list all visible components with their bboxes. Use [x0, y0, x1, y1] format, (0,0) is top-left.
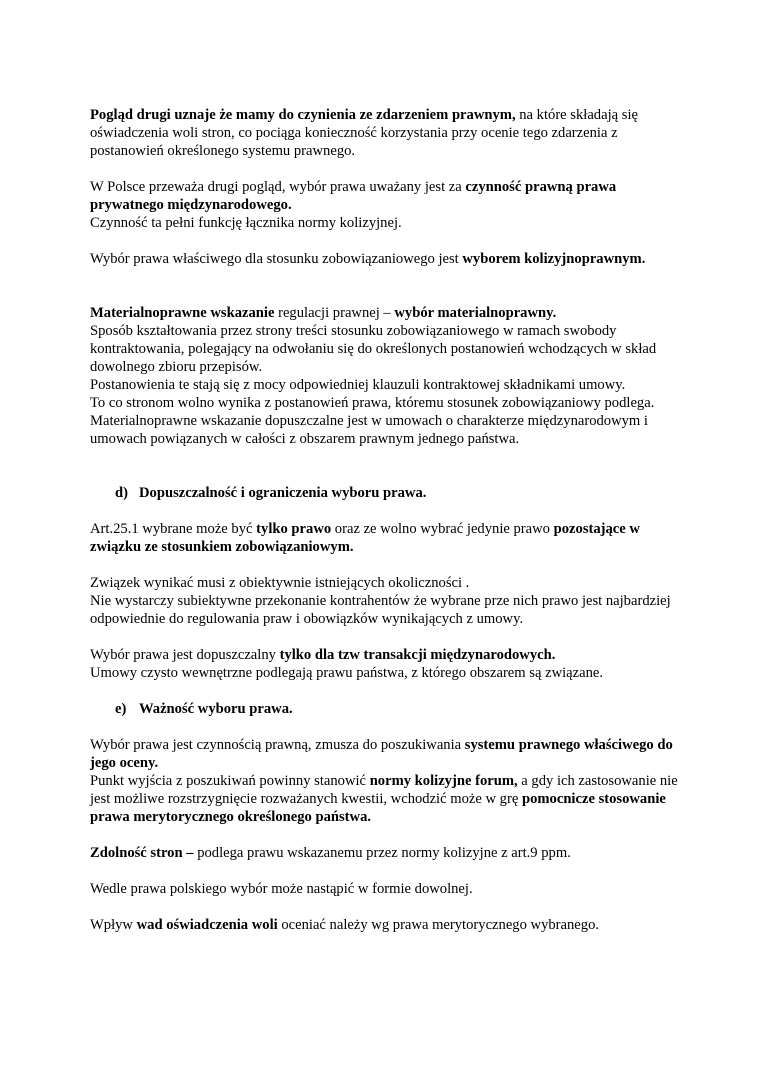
body-text: Wybór prawa jest czynnością prawną, zmusza do poszukiwania: [90, 737, 465, 753]
body-text: oceniać należy wg prawa merytorycznego wybranego.: [277, 917, 600, 933]
bold-text: tylko dla tzw transakcji międzynarodowych.: [279, 647, 556, 663]
paragraph-international-transactions: [90, 646, 680, 664]
heading-text: Ważność wyboru prawa.: [139, 701, 293, 717]
paragraph-line: Postanowienia te stają się z mocy odpowiedniej klauzuli kontraktowej składnikami umowy.: [90, 377, 626, 393]
paragraph-defects: [90, 916, 680, 934]
body-text: Wybór prawa właściwego dla stosunku zobowiązaniowego jest: [90, 251, 463, 267]
bold-text: Zdolność stron –: [90, 845, 194, 861]
body-text: a gdy ich zastosowanie nie jest możliwe rozstrzygnięcie rozważanych kwestii, wchodzić może w grę: [90, 773, 678, 807]
paragraph-line: Związek wynikać musi z obiektywnie istniejących okoliczności .: [90, 575, 470, 591]
body-text: regulacji prawnej –: [274, 305, 395, 321]
bold-text: pozostające w związku ze stosunkiem zobowiązaniowym.: [90, 521, 640, 555]
heading-number: e): [115, 701, 127, 717]
bold-text: Materialnoprawne wskazanie: [90, 305, 275, 321]
paragraph-line: Umowy czysto wewnętrzne podlegają prawu państwa, z którego obszarem są związane.: [90, 665, 604, 681]
bold-text: wybór materialnoprawny.: [394, 305, 557, 321]
document-body: [90, 106, 680, 934]
section-heading-d: [90, 484, 680, 502]
body-text: podlega prawu wskazanemu przez normy kolizyjne z art.9 ppm.: [193, 845, 571, 861]
heading-text: Dopuszczalność i ograniczenia wyboru prawa.: [139, 485, 427, 501]
paragraph-line: Materialnoprawne wskazanie dopuszczalne jest w umowach o charakterze międzynarodowym i umowach powiązanych w całości z obszarem prawnym jednego państwa.: [90, 413, 648, 447]
section-heading-e: [90, 700, 680, 718]
body-text: Punkt wyjścia z poszukiwań powinny stanowić: [90, 773, 370, 789]
bold-text: tylko prawo: [256, 521, 332, 537]
paragraph-starting-point: [90, 772, 680, 826]
bold-text: pomocnicze stosowanie prawa merytorycznego określonego państwa.: [90, 791, 666, 825]
body-text: oraz ze wolno wybrać jedynie prawo: [331, 521, 554, 537]
paragraph-form: Wedle prawa polskiego wybór może nastąpić w formie dowolnej.: [90, 881, 473, 897]
paragraph-second-view: [90, 106, 680, 160]
body-text: na które składają się oświadczenia woli stron, co pociąga konieczność korzystania przy ocenie tego zdarzenia z postanowień określonego systemu prawnego.: [90, 107, 638, 159]
body-text: Wybór prawa jest dopuszczalny: [90, 647, 280, 663]
bold-text: normy kolizyjne forum,: [369, 773, 518, 789]
paragraph-choice-of-law: [90, 250, 680, 268]
paragraph-validity: [90, 736, 680, 772]
bold-text: Pogląd drugi uznaje że mamy do czynienia ze zdarzeniem prawnym,: [90, 107, 516, 123]
body-text: W Polsce przeważa drugi pogląd, wybór prawa uważany jest za: [90, 179, 466, 195]
paragraph-capacity: [90, 844, 680, 862]
body-text: Art.25.1 wybrane może być: [90, 521, 257, 537]
paragraph-line: Nie wystarczy subiektywne przekonanie kontrahentów że wybrane prze nich prawo jest najbardziej odpowiednie do regulowania praw i obowiązków wynikających z umowy.: [90, 593, 671, 627]
heading-number: d): [115, 485, 128, 501]
bold-text: systemu prawnego właściwego do jego oceny.: [90, 737, 673, 771]
bold-text: czynność prawną prawa prywatnego międzynarodowego.: [90, 179, 617, 213]
paragraph-poland-view: [90, 178, 680, 214]
paragraph-material-indication: [90, 304, 680, 322]
paragraph-line: Czynność ta pełni funkcję łącznika normy kolizyjnej.: [90, 215, 402, 231]
paragraph-line: Sposób kształtowania przez strony treści stosunku zobowiązaniowego w ramach swobody kontraktowania, polegający na odwołaniu się do określonych postanowień wchodzących w skład dowolnego zbioru przepisów.: [90, 323, 657, 375]
body-text: Wpływ: [90, 917, 137, 933]
paragraph-line: To co stronom wolno wynika z postanowień prawa, któremu stosunek zobowiązaniowy podlega.: [90, 395, 655, 411]
paragraph-art-25: [90, 520, 680, 556]
bold-text: wyborem kolizyjnoprawnym.: [462, 251, 646, 267]
bold-text: wad oświadczenia woli: [136, 917, 278, 933]
